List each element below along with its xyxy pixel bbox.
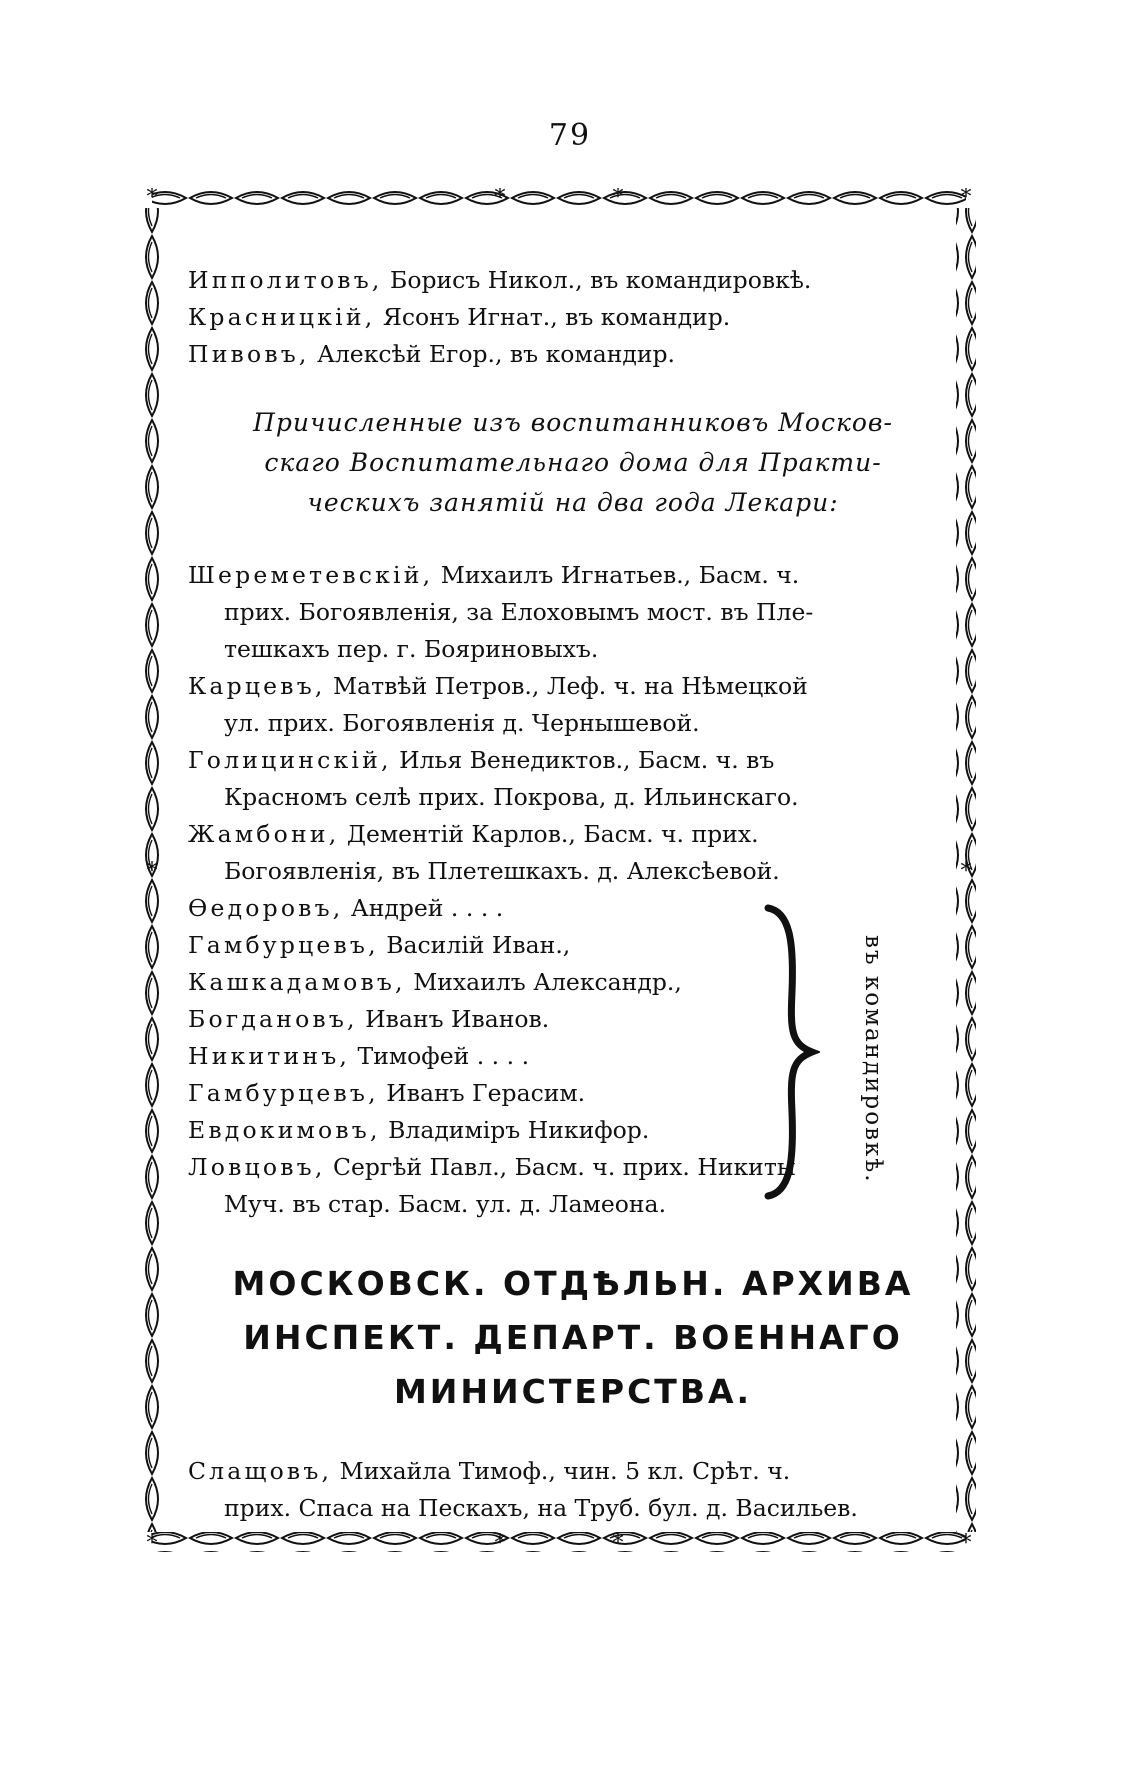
list-item: Кашкадамовъ, Михаилъ Александр., xyxy=(188,968,682,996)
assigned-group xyxy=(188,890,958,1184)
top-entries xyxy=(188,262,958,373)
department-heading: МОСКОВСК. ОТДѢЛЬН. АРХИВА ИНСПЕКТ. ДЕПАРТ. ВОЕННАГО МИНИСТЕРСТВА. xyxy=(232,1264,914,1411)
page-content xyxy=(188,262,958,1527)
list-item: Гамбурцевъ, Василій Иван., xyxy=(188,931,571,959)
svg-text:*: * xyxy=(960,859,972,884)
svg-text:*: * xyxy=(612,188,624,210)
list-item: Карцевъ, Матвѣй Петров., Леф. ч. на Нѣмецкой ул. прих. Богоявленія д. Чернышевой. xyxy=(188,672,808,737)
list-item: Пивовъ, Алексѣй Егор., въ командир. xyxy=(188,340,676,368)
lekari-list xyxy=(188,557,958,890)
list-item: Ловцовъ, Сергѣй Павл., Басм. ч. прих. Никиты Муч. въ стар. Басм. ул. д. Ламеона. xyxy=(188,1153,796,1218)
list-item: Өедоровъ, Андрей . . . . xyxy=(188,894,504,922)
group-label: въ командировкѣ. xyxy=(860,934,886,1184)
svg-text:*: * xyxy=(612,1531,624,1552)
list-item: Ипполитовъ, Борисъ Никол., въ командировкѣ. xyxy=(188,266,812,294)
list-item: Евдокимовъ, Владиміръ Никифор. xyxy=(188,1116,650,1144)
section-heading: Причисленные изъ воспитанниковъ Москов- скаго Воспитательнаго дома для Практи- ческихъ занятій на два года Лекари: xyxy=(253,408,893,517)
svg-text:*: * xyxy=(146,188,158,210)
svg-text:*: * xyxy=(494,188,506,210)
list-item: Никитинъ, Тимофей . . . . xyxy=(188,1042,530,1070)
svg-text:*: * xyxy=(146,859,158,884)
svg-text:*: * xyxy=(960,188,972,210)
svg-text:*: * xyxy=(960,1531,972,1552)
list-item: Слащовъ, Михайла Тимоф., чин. 5 кл. Срѣт. ч. прих. Спаса на Пескахъ, на Труб. бул. д. Васильев. xyxy=(188,1457,858,1522)
curly-brace xyxy=(760,902,820,1202)
list-item: Красницкій, Ясонъ Игнат., въ командир. xyxy=(188,303,731,331)
page-number: 79 xyxy=(548,118,592,153)
list-item: Голицинскій, Илья Венедиктов., Басм. ч. въ Красномъ селѣ прих. Покрова, д. Ильинскаго. xyxy=(188,746,799,811)
svg-text:*: * xyxy=(146,1531,158,1552)
list-item: Жамбони, Дементій Карлов., Басм. ч. прих. Богоявленія, въ Плетешкахъ. д. Алексѣевой. xyxy=(188,820,780,885)
list-item: Богдановъ, Иванъ Иванов. xyxy=(188,1005,550,1033)
list-item: Шереметевскій, Михаилъ Игнатьев., Басм. ч. прих. Богоявленія, за Елоховымъ мост. въ Пле- тешкахъ пер. г. Бояриновыхъ. xyxy=(188,561,814,663)
svg-text:*: * xyxy=(494,1531,506,1552)
list-item: Гамбурцевъ, Иванъ Герасим. xyxy=(188,1079,586,1107)
